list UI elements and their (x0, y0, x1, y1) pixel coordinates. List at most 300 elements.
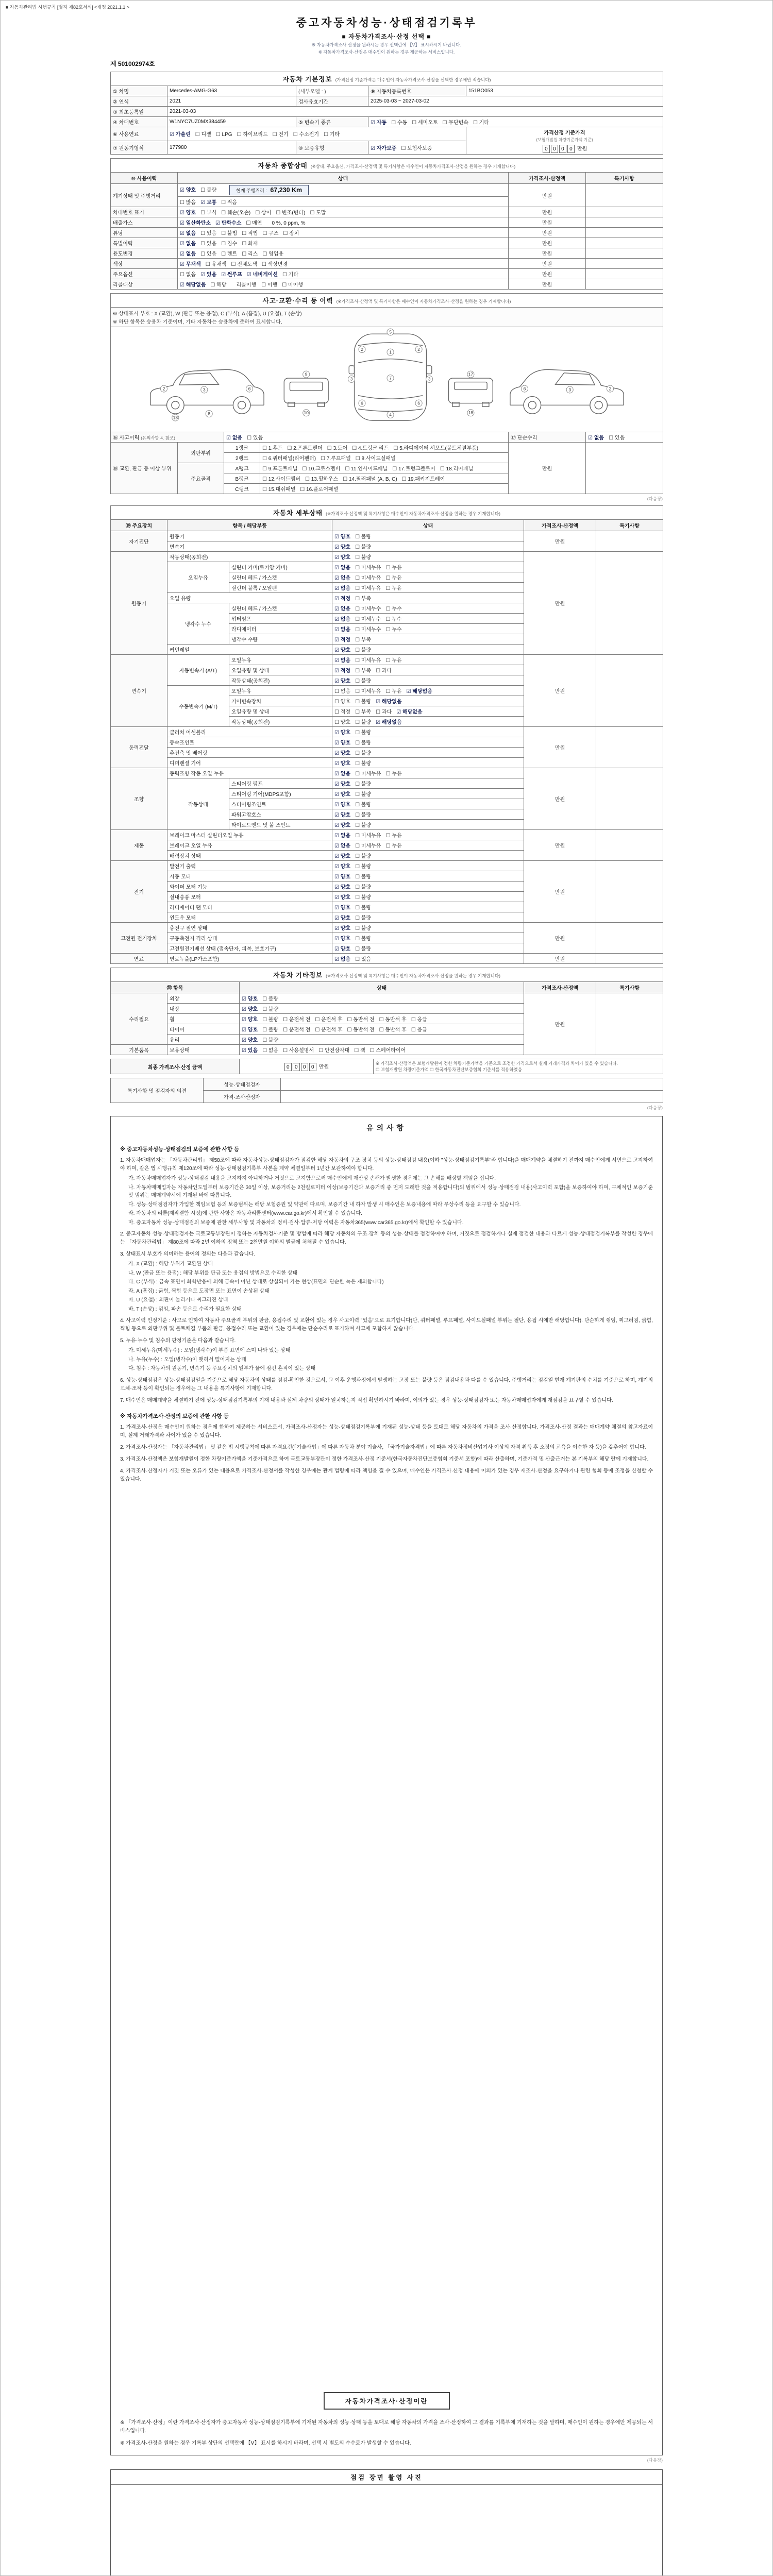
checkbox[interactable]: ☐ 불량 (262, 996, 279, 1002)
checkbox[interactable]: ☑ 일산화탄소 (180, 221, 211, 226)
checkbox[interactable]: ☐ 도말 (310, 210, 326, 216)
checkbox[interactable]: ☐ 불량 (355, 916, 372, 921)
checkbox[interactable]: ☐ 불량 (355, 895, 372, 901)
title-note-2: ※ 자동차가격조사·산정은 매수인이 원하는 경우 제공하는 서비스입니다. (318, 49, 455, 55)
checkbox[interactable]: ☐ 동반석 전 (347, 1027, 375, 1033)
checkbox[interactable]: ☐ 해당 (210, 282, 227, 288)
checkbox[interactable]: ☐ 기타 (473, 120, 490, 126)
checkbox[interactable]: ☐ 불량 (262, 1027, 279, 1033)
checkbox[interactable]: ☐ 불량 (355, 792, 372, 798)
checkbox[interactable]: ☐ 불량 (355, 874, 372, 880)
state-cell (332, 562, 524, 572)
checkbox[interactable]: ☐ 불량 (355, 545, 372, 550)
group-label: 외판부위 (178, 443, 224, 463)
notice-section (110, 1116, 663, 2455)
checkbox[interactable]: ☑ 적정 (334, 596, 351, 602)
checkbox[interactable]: ☐ 불량 (355, 936, 372, 942)
checkbox[interactable]: ☑ 양호 (334, 854, 351, 859)
col-note: 특기사항 (586, 173, 663, 184)
checkbox[interactable]: ☐ 불량 (355, 926, 372, 931)
checkbox[interactable]: ☐ 구조 (262, 231, 279, 236)
checkbox[interactable]: ☐ 불량 (355, 812, 372, 818)
checkbox[interactable]: ☐ 7.루프패널 (321, 456, 351, 462)
state-cell (332, 634, 524, 645)
overall-status-table (110, 158, 663, 290)
field-label: ① 차명 (111, 86, 167, 96)
notice-paragraph: 가. X (교환) : 해당 부위가 교환된 상태 (128, 1261, 213, 1267)
checkbox[interactable]: ☐ 기타 (324, 132, 340, 138)
checkbox[interactable]: ☑ 해당없음 (396, 709, 423, 715)
checkbox[interactable]: ☑ 탄화수소 (215, 221, 242, 226)
checkbox[interactable]: ☑ 양호 (334, 946, 351, 952)
row-label: 차대번호 표기 (111, 207, 178, 217)
checkbox[interactable]: ☐ 적정 (334, 709, 351, 715)
checkbox[interactable]: ☐ 불량 (355, 905, 372, 911)
checkbox[interactable]: ☐ 있음 (609, 435, 625, 441)
checkbox[interactable]: ☐ 불량 (262, 1038, 279, 1043)
checkbox[interactable]: ☐ 수동 (391, 120, 408, 126)
price-cell: 만원 (524, 830, 596, 861)
note-cell (596, 830, 663, 861)
state-cell (332, 778, 524, 789)
checkbox[interactable]: ☐ 누수 (385, 606, 402, 612)
checkbox[interactable]: ☑ 있음 (200, 272, 217, 278)
svg-text:7: 7 (389, 375, 392, 381)
section-note: (가격산정 기준가격은 매수인이 자동차가격조사·산정을 선택한 경우에만 적습니다) (335, 77, 491, 82)
checkbox[interactable]: ☐ 상이 (255, 210, 272, 216)
checkbox[interactable]: ☑ 적정 (334, 637, 351, 643)
svg-text:2: 2 (609, 386, 611, 392)
checkbox[interactable]: ☑ 없음 (334, 771, 351, 777)
device-label: 연료 (111, 954, 167, 964)
checkbox[interactable]: ☐ 미세누유 (355, 833, 381, 839)
checkbox[interactable]: ☐ 미세누유 (355, 565, 381, 571)
col-state: 상태 (332, 520, 524, 531)
checkbox[interactable]: ☐ 19.패키지트레이 (401, 477, 445, 482)
notice-paragraph: 3. 가격조사·산정액은 보험개발원이 정한 차량기준가액을 기준가격으로 하여 국토교통부장관이 정한 가격조사·산정 기준서(한국자동차진단보증협회 기준서 포함)에 따라 산출하며, 기준가격 및 산출근거는 본 기록부의 해당 란에 기재합니다. (120, 1456, 649, 1462)
checkbox[interactable]: ☑ 양호 (334, 555, 351, 561)
checkbox[interactable]: ☐ 불량 (355, 730, 372, 736)
checkbox[interactable]: ☑ 없음 (226, 435, 243, 441)
checkbox[interactable]: ☐ 불량 (355, 782, 372, 787)
checkbox[interactable]: ☐ 불량 (262, 1007, 279, 1012)
checkbox[interactable]: ☐ 불량 (355, 740, 372, 746)
checkbox[interactable]: ☑ 양호 (334, 916, 351, 921)
checkbox[interactable]: ☑ 양호 (242, 1038, 258, 1043)
checkbox[interactable]: ☑ 해당없음 (406, 689, 432, 694)
checkbox[interactable]: ☐ 누유 (385, 689, 402, 694)
checkbox[interactable]: ☑ 양호 (180, 187, 196, 193)
state-cell (332, 572, 524, 583)
checkbox[interactable]: ☑ 있음 (242, 1048, 258, 1054)
checkbox[interactable]: ☑ 없음 (334, 957, 351, 962)
note-cell (586, 228, 663, 238)
rank-label: C랭크 (224, 484, 260, 494)
checkbox[interactable]: ☐ 불량 (355, 864, 372, 870)
checkbox[interactable]: ☑ 양호 (334, 926, 351, 931)
checkbox[interactable]: ☑ 없음 (334, 606, 351, 612)
checkbox[interactable]: ☐ 미세누유 (355, 771, 381, 777)
checkbox[interactable]: ☐ 13.휠하우스 (305, 477, 339, 482)
table-row (111, 86, 663, 96)
checkbox[interactable]: ☑ 양호 (334, 782, 351, 787)
state-cell (332, 624, 524, 634)
checkbox[interactable]: ☐ 불량 (355, 534, 372, 540)
checkbox[interactable]: ☑ 무채색 (180, 262, 201, 267)
checkbox[interactable]: ☐ 운전석 후 (315, 1027, 343, 1033)
checkbox[interactable]: ☑ 양호 (334, 874, 351, 880)
checkbox[interactable]: ☐ 누유 (385, 771, 402, 777)
state-code-legend: ※ 상태표시 부호 : X (교환), W (판금 또는 용접), C (부식), A (흠집), U (요철), T (손상) (113, 311, 302, 317)
device-label: 제동 (111, 830, 167, 861)
checkbox[interactable]: ☐ 불량 (262, 1017, 279, 1023)
checkbox[interactable]: ☐ 응급 (411, 1017, 427, 1023)
checkbox[interactable]: ☐ 누유 (385, 586, 402, 591)
checkbox[interactable]: ☐ 8.사이드실패널 (355, 456, 396, 462)
final-price-note-1: ※ 가격조사·산정액은 보험개발원이 정한 차량기준가액을 기준으로 조정한 가격으로서 실제 거래가격과 차이가 있을 수 있습니다. (376, 1061, 618, 1066)
checkbox[interactable]: ☑ 없음 (180, 241, 196, 247)
checkbox[interactable]: ☑ 양호 (334, 545, 351, 550)
checkbox[interactable]: ☐ 안전삼각대 (318, 1048, 350, 1054)
checkbox[interactable]: ☑ 양호 (334, 823, 351, 828)
checkbox[interactable]: ☐ 11.인사이드패널 (345, 466, 388, 472)
table-row (111, 96, 663, 107)
checkbox[interactable]: ☐ 18.리어패널 (440, 466, 474, 472)
checkbox[interactable]: ☑ 양호 (334, 812, 351, 818)
checkbox[interactable]: ☑ 양호 (334, 905, 351, 911)
checkbox[interactable]: ☐ 부족 (355, 709, 372, 715)
col-device: ⑲ 주요장치 (111, 520, 167, 531)
checkbox[interactable]: ☐ 있음 (200, 241, 217, 247)
checkbox[interactable]: ☑ 가솔린 (170, 132, 191, 138)
checkbox[interactable]: ☑ 양호 (334, 648, 351, 653)
checkbox[interactable]: ☑ 자동 (371, 120, 387, 126)
checkbox[interactable]: ☐ 없음 (334, 689, 351, 694)
checkbox[interactable]: ☐ 운전석 전 (283, 1017, 311, 1023)
item-label: 작동상태(공회전) (167, 552, 332, 562)
checkbox[interactable]: ☑ 양호 (334, 730, 351, 736)
checkbox[interactable]: ☐ 보험사보증 (401, 145, 432, 151)
checkbox[interactable]: ☐ 미세누유 (355, 575, 381, 581)
checkbox[interactable]: ☐ 부식 (200, 210, 217, 216)
item-label: 스티어링 펌프 (229, 778, 332, 789)
checkbox[interactable]: ☑ 해당없음 (376, 699, 402, 705)
checkbox[interactable]: ☑ 양호 (180, 210, 196, 216)
checkbox[interactable]: ☐ 미세누수 (355, 617, 381, 622)
checkbox[interactable]: ☑ 양호 (242, 1027, 258, 1033)
checkbox[interactable]: ☐ 하이브리드 (237, 132, 268, 138)
checkbox[interactable]: ☑ 양호 (334, 895, 351, 901)
svg-text:8: 8 (207, 411, 210, 416)
checkbox[interactable]: ☐ 누수 (385, 627, 402, 633)
overall-row (111, 184, 663, 197)
plate-number: 151BO053 (466, 86, 663, 96)
checkbox[interactable]: ☐ 잭 (354, 1048, 365, 1054)
checkbox[interactable]: ☐ 불량 (355, 802, 372, 808)
checkbox[interactable]: ☑ 없음 (334, 833, 351, 839)
checkbox[interactable]: ☐ 불법 (221, 231, 238, 236)
checkbox[interactable]: ☑ 양호 (334, 792, 351, 798)
checkbox[interactable]: ☑ 양호 (334, 740, 351, 746)
checkbox[interactable]: ☐ 누유 (385, 565, 402, 571)
checkbox[interactable]: ☐ 3.도어 (327, 446, 348, 451)
checkbox[interactable]: ☐ 디젤 (195, 132, 211, 138)
price-digit-box: 0 (543, 145, 550, 153)
checkbox[interactable]: ☑ 자가보증 (371, 145, 397, 151)
svg-text:18: 18 (468, 410, 473, 416)
checkbox[interactable]: ☐ 1.후드 (262, 446, 283, 451)
diagram-note: ※ 하단 항목은 승용차 기준이며, 기타 자동차는 승용차에 준하여 표시합니다. (113, 319, 282, 325)
checkbox[interactable]: ☐ 과다 (376, 668, 392, 674)
checkbox[interactable]: ☐ 부족 (355, 668, 372, 674)
checkbox[interactable]: ☐ 불량 (355, 699, 372, 705)
checkbox[interactable]: ☐ 리스 (242, 251, 258, 257)
checkbox[interactable]: ☑ 양호 (334, 885, 351, 890)
price-cell: 만원 (509, 228, 586, 238)
checkbox[interactable]: ☐ 불량 (355, 648, 372, 653)
checkbox[interactable]: ☐ 누유 (385, 658, 402, 664)
checkbox[interactable]: ☐ 불량 (355, 854, 372, 859)
accident-part-row (111, 443, 663, 453)
item-label: 오일누유 (229, 686, 332, 696)
checkbox[interactable]: ☐ 없음 (262, 1048, 279, 1054)
note-cell (586, 269, 663, 279)
checkbox[interactable]: ☑ 양호 (334, 802, 351, 808)
col-note: 특기사항 (596, 520, 663, 531)
checkbox[interactable]: ☐ 영업용 (262, 251, 284, 257)
checkbox[interactable]: ☐ 15.대쉬패널 (262, 487, 296, 493)
checkbox[interactable]: ☑ 썬루프 (221, 272, 242, 278)
checkbox[interactable]: ☐ 누유 (385, 575, 402, 581)
state-cell (240, 1024, 524, 1035)
checkbox[interactable]: ☑ 적정 (334, 668, 351, 674)
device-label: 전기 (111, 861, 167, 923)
svg-text:2: 2 (360, 346, 363, 352)
checkbox[interactable]: ☑ 양호 (334, 936, 351, 942)
checkbox[interactable]: ☐ 운전석 전 (283, 1027, 311, 1033)
state-cell (332, 820, 524, 830)
item-label: 오일유량 및 상태 (229, 706, 332, 717)
notice-paragraph: 다. C (부식) : 금속 표면이 화학반응에 의해 금속이 아닌 상태로 상실되어 가는 현상(표면의 단순한 녹은 제외합니다) (128, 1279, 384, 1285)
checkbox[interactable]: ☐ 동반석 전 (347, 1017, 375, 1023)
checkbox[interactable]: ☐ 전체도색 (231, 262, 257, 267)
checkbox[interactable]: ☐ 매연 (246, 221, 262, 226)
checkbox[interactable]: ☐ 4.트렁크 리드 (352, 446, 389, 451)
detail-status-table (110, 505, 663, 964)
note-cell (596, 861, 663, 923)
checkbox[interactable]: ☐ 세미오토 (412, 120, 438, 126)
checkbox[interactable]: ☐ 변조(변타) (276, 210, 306, 216)
checkbox[interactable]: ☐ 미세누유 (355, 658, 381, 664)
checkbox[interactable]: ☐ 응급 (411, 1027, 427, 1033)
checkbox[interactable]: ☐ 미이행 (282, 282, 303, 288)
checkbox[interactable]: ☐ 동반석 후 (379, 1027, 407, 1033)
checkbox[interactable]: ☐ 14.필러패널 (A, B, C) (343, 477, 397, 482)
checkbox[interactable]: ☐ 유채색 (205, 262, 227, 267)
checkbox[interactable]: ☐ 적법 (242, 231, 258, 236)
checkbox[interactable]: ☐ 10.크로스멤버 (302, 466, 341, 472)
checkbox[interactable]: ☑ 없음 (334, 575, 351, 581)
checkbox[interactable]: ☐ 17.트렁크플로어 (392, 466, 435, 472)
checkbox[interactable]: ☐ 16.플로어패널 (300, 487, 339, 493)
price-cell: 만원 (524, 923, 596, 954)
checkbox[interactable]: ☐ 없음 (180, 272, 196, 278)
checkbox[interactable]: ☐ 사용설명서 (283, 1048, 314, 1054)
checkbox[interactable]: ☑ 양호 (334, 864, 351, 870)
title-block (110, 14, 663, 55)
checkbox[interactable]: ☐ 침수 (221, 241, 238, 247)
checkbox[interactable]: ☐ 불량 (355, 885, 372, 890)
device-label: 변속기 (111, 655, 167, 727)
checkbox[interactable]: ☑ 없음 (334, 586, 351, 591)
note-cell (596, 768, 663, 830)
item-label: 유리 (167, 1035, 240, 1045)
checkbox[interactable]: ☐ 불량 (355, 751, 372, 756)
checkbox[interactable]: ☐ 양호 (334, 699, 351, 705)
notice-paragraph: 2. 가격조사·산정자는 「자동차관리법」 및 같은 법 시행규칙에 따른 자격요건(「기술사법」에 따른 자동차 분야 기술사, 「국가기술자격법」에 따른 자동차정비산업기사 이상의 자격 취득 후 소정의 교육을 이수한 자 등)을 갖추어야 합니다. (120, 1444, 646, 1450)
checkbox[interactable]: ☐ 미세누수 (355, 627, 381, 633)
checkbox[interactable]: ☐ 훼손(오손) (221, 210, 251, 216)
checkbox[interactable]: ☑ 양호 (334, 751, 351, 756)
checkbox[interactable]: ☑ 양호 (242, 1007, 258, 1012)
state-cell (240, 1045, 524, 1055)
photo-section-title: 점검 장면 촬영 사진 (111, 2470, 662, 2485)
field-label: ④ 차대번호 (111, 117, 167, 127)
item-label: 스티어링 기어(MDPS포함) (229, 789, 332, 799)
state-cell (332, 809, 524, 820)
checkbox[interactable]: ☐ 수소전기 (293, 132, 320, 138)
detail-row (111, 830, 663, 840)
checkbox[interactable]: ☐ 운전석 후 (315, 1017, 343, 1023)
rank-label: 2랭크 (224, 453, 260, 463)
checkbox[interactable]: ☑ 양호 (334, 534, 351, 540)
checkbox[interactable]: ☐ 누유 (385, 843, 402, 849)
checkbox[interactable]: ☐ 전기 (272, 132, 289, 138)
table-row (111, 107, 663, 117)
checkbox[interactable]: ☐ 5.라디에이터 서포트(볼트체결부품) (393, 446, 479, 451)
checkbox[interactable]: ☐ 누수 (385, 617, 402, 622)
rank-label: B랭크 (224, 473, 260, 484)
checkbox[interactable]: ☐ 동반석 후 (379, 1017, 407, 1023)
checkbox[interactable]: ☐ 불량 (355, 555, 372, 561)
checkbox[interactable]: ☑ 해당없음 (180, 282, 206, 288)
state-cell (332, 686, 524, 696)
field-label: ⑥ 사용연료 (111, 127, 167, 141)
checkbox[interactable]: ☐ 적음 (221, 200, 238, 206)
state-cell (332, 675, 524, 686)
checkbox[interactable]: ☐ 화재 (242, 241, 258, 247)
checkbox[interactable]: ☑ 없음 (334, 627, 351, 633)
checkbox[interactable]: ☐ 불량 (355, 720, 372, 725)
checkbox[interactable]: ☐ 있음 (247, 435, 263, 441)
state-cell (332, 840, 524, 851)
checkbox[interactable]: ☐ 있음 (355, 957, 372, 962)
checkbox[interactable]: ☐ 12.사이드멤버 (262, 477, 300, 482)
checkbox[interactable]: ☐ 많음 (180, 200, 196, 206)
checkbox[interactable]: ☐ 불량 (355, 679, 372, 684)
state-cell (260, 484, 509, 494)
checkbox[interactable]: ☐ 기타 (282, 272, 299, 278)
checkbox[interactable]: ☐ 무단변속 (442, 120, 468, 126)
item-label: 작동상태(공회전) (229, 675, 332, 686)
state-cell (332, 861, 524, 871)
checkbox[interactable]: ☐ 불량 (200, 187, 217, 193)
svg-text:3: 3 (350, 376, 352, 382)
checkbox[interactable]: ☐ 9.프론트패널 (262, 466, 298, 472)
checkbox[interactable]: ☐ 있음 (200, 251, 217, 257)
checkbox[interactable]: ☑ 없음 (180, 251, 196, 257)
item-label: 스티어링조인트 (229, 799, 332, 809)
checkbox[interactable]: ☑ 양호 (334, 761, 351, 767)
state-cell (332, 943, 524, 954)
row-label: 특별이력 (111, 238, 178, 248)
checkbox[interactable]: ☐ 렌트 (221, 251, 238, 257)
checkbox[interactable]: ☐ LPG (215, 132, 232, 138)
checkbox[interactable]: ☑ 없음 (334, 658, 351, 664)
checkbox[interactable]: ☑ 없음 (334, 565, 351, 571)
item-label: 오일누유 (229, 655, 332, 665)
state-cell (178, 269, 509, 279)
note-cell (586, 279, 663, 290)
checkbox[interactable]: ☐ 이행 (261, 282, 278, 288)
price-digit-box: 0 (284, 1063, 292, 1071)
checkbox[interactable]: ☐ 2.프론트펜더 (287, 446, 323, 451)
checkbox[interactable]: ☐ 6.쿼터패널(리어펜더) (262, 456, 316, 462)
checkbox[interactable]: ☐ 색상변경 (261, 262, 288, 267)
checkbox[interactable]: ☐ 과다 (376, 709, 392, 715)
notice-paragraph: 나. 누유(누수) : 오일(냉각수)이 맺혀서 떨어지는 상태 (128, 1357, 246, 1363)
checkbox[interactable]: ☑ 해당없음 (376, 720, 402, 725)
checkbox[interactable]: ☐ 있음 (200, 231, 217, 236)
checkbox[interactable]: ☑ 보통 (200, 200, 217, 206)
checkbox[interactable]: ☑ 양호 (242, 996, 258, 1002)
table-row (111, 117, 663, 127)
checkbox[interactable]: ☐ 양호 (334, 720, 351, 725)
checkbox[interactable]: ☐ 스페어타이어 (369, 1048, 406, 1054)
item-label: 외장 (167, 993, 240, 1004)
checkbox[interactable]: ☑ 양호 (334, 679, 351, 684)
checkbox[interactable]: ☑ 양호 (242, 1017, 258, 1023)
state-cell (332, 830, 524, 840)
checkbox[interactable]: ☐ 불량 (355, 761, 372, 767)
note-cell (586, 184, 663, 207)
checkbox[interactable]: ☐ 부족 (355, 637, 372, 643)
checkbox[interactable]: ☐ 불량 (355, 946, 372, 952)
checkbox[interactable]: ☑ 네비게이션 (246, 272, 278, 278)
checkbox[interactable]: ☐ 누유 (385, 833, 402, 839)
checkbox[interactable]: ☐ 장치 (283, 231, 299, 236)
checkbox[interactable]: ☐ 미세누유 (355, 843, 381, 849)
checkbox[interactable]: ☐ 미세누유 (355, 586, 381, 591)
checkbox[interactable]: ☐ 미세누수 (355, 606, 381, 612)
checkbox[interactable]: ☐ 부족 (355, 596, 372, 602)
checkbox[interactable]: ☐ 불량 (355, 823, 372, 828)
item-label: 와이퍼 모터 기능 (167, 882, 332, 892)
checkbox[interactable]: ☐ 미세누유 (355, 689, 381, 694)
checkbox[interactable]: ☑ 없음 (334, 617, 351, 622)
appraiser-opinion-field (281, 1091, 663, 1103)
item-label: 등속조인트 (167, 737, 332, 748)
state-cell (332, 593, 524, 603)
note-cell (596, 954, 663, 964)
notice-title: 유의사항 (366, 1124, 407, 1132)
notice-spacer (120, 1485, 653, 2393)
checkbox[interactable]: ☑ 없음 (334, 843, 351, 849)
checkbox[interactable]: ☑ 없음 (180, 231, 196, 236)
sub-label: 수동변속기 (M/T) (167, 686, 229, 727)
checkbox[interactable]: ☑ 없음 (588, 435, 604, 441)
state-cell (178, 207, 509, 217)
